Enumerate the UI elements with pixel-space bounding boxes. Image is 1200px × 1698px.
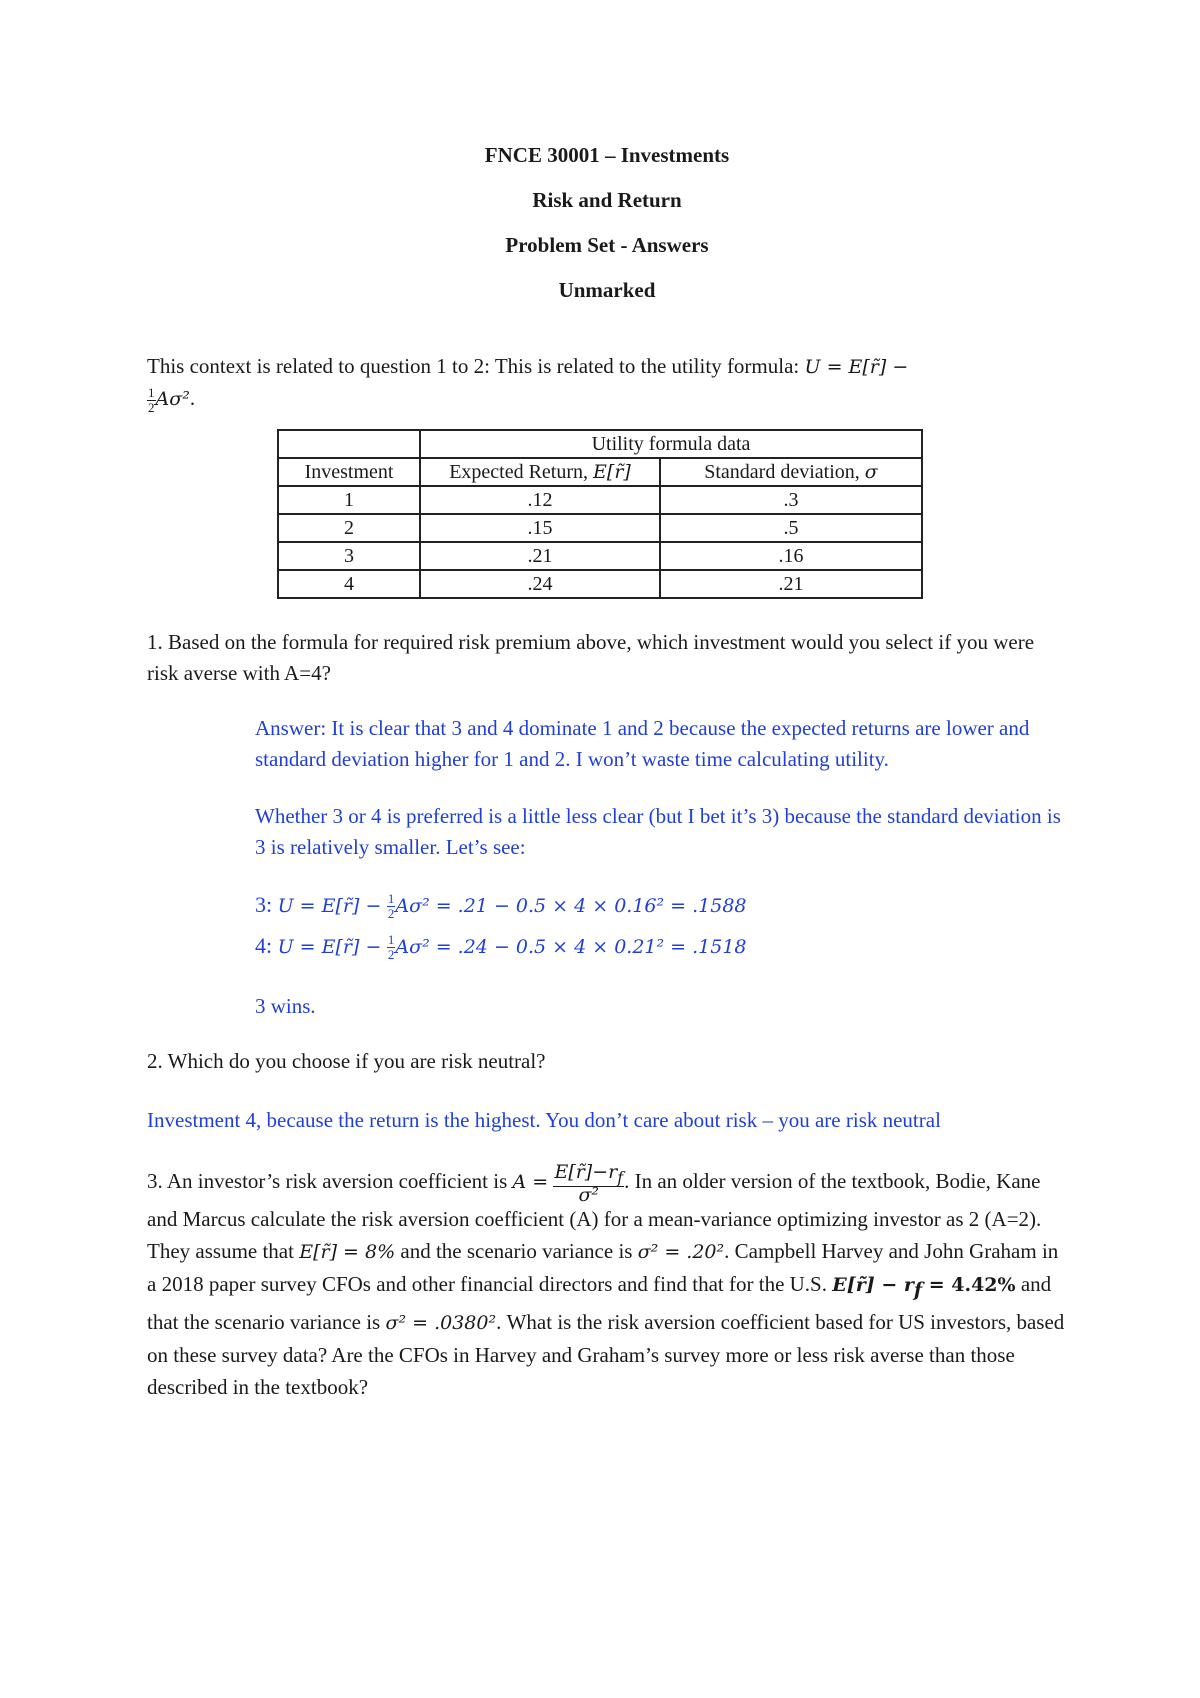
cell-expected-return: .12 [420, 486, 660, 514]
column-header-std-dev: Standard deviation, σ [660, 458, 922, 486]
intro-text: This context is related to question 1 to 2: This is related to the utility formula: [147, 354, 805, 378]
question-3: 3. An investor’s risk aversion coefficient is A = $\frac{E[r̃]-r_f}{\text{σ²}}$ . In an older version of the textbook, Bodie, Kane and Marcus calculate the risk aversion coefficient (A) for a mean-variance optimizing investor as 2 (A=2). They assume that E[r̃] = 8% and the scenario variance is σ² = .20². Campbell Harvey and John Graham in a 2018 paper survey CFOs and other financial directors and find that for the U.S. E[r̃] − $r_f = 4.42\%$ and that the scenario variance is σ² = .0380². What is the risk aversion coefficient based for US investors, based on these survey data? Are the CFOs in Harvey and Graham’s survey more or less risk averse than those described in the textbook? [147, 1161, 1065, 1399]
topic-title: Risk and Return [532, 188, 682, 212]
intro-period: . [189, 386, 196, 410]
answer-1-paragraph-1: Answer: It is clear that 3 and 4 dominate 1 and 2 because the expected returns are lower and standard deviation higher for 1 and 2. I won’t waste time calculating utility. [255, 716, 1030, 771]
cell-expected-return: .21 [420, 542, 660, 570]
cell-std-dev: .3 [660, 486, 922, 514]
cell-std-dev: .16 [660, 542, 922, 570]
problem-set-title: Problem Set - Answers [505, 233, 709, 257]
cell-expected-return: .15 [420, 514, 660, 542]
cell-investment: 3 [278, 542, 420, 570]
table-header-row [278, 458, 922, 486]
risk-aversion-fraction: $\frac{E[r̃]-r_f}{\text{σ²}}$ [554, 1161, 624, 1206]
answer-2: Investment 4, because the return is the highest. You don’t care about risk – you are risk neutral [147, 1108, 941, 1132]
cell-expected-return: .24 [420, 570, 660, 598]
fraction-half: $\frac{1}{2}$ [387, 891, 395, 922]
course-title: FNCE 30001 – Investments [484, 143, 730, 167]
utility-equation-3: 3: U = E[r̃] − $\frac{1}{2}$ Aσ² = .21 − 0.5 × 4 × 0.16² = .1588 [255, 891, 747, 922]
question-1: 1. Based on the formula for required risk premium above, which investment would you select if you were risk averse with A=4? [147, 630, 1035, 685]
utility-formula: U = E[r̃] − [804, 356, 909, 378]
table-row [278, 514, 922, 542]
cell-investment: 4 [278, 570, 420, 598]
answer-1-paragraph-2: Whether 3 or 4 is preferred is a little less clear (but I bet it’s 3) because the standard deviation is 3 is relatively smaller. Let’s see: [255, 804, 1061, 859]
table-group-header: Utility formula data [420, 430, 922, 458]
utility-data-table [277, 429, 923, 599]
question-2: 2. Which do you choose if you are risk neutral? [147, 1049, 546, 1073]
column-header-investment: Investment [278, 458, 420, 486]
fraction-half: $\frac{1}{2}$ [387, 932, 395, 963]
cell-std-dev: .21 [660, 570, 922, 598]
table-row [278, 486, 922, 514]
utility-equation-4: 4: U = E[r̃] − $\frac{1}{2}$ Aσ² = .24 − 0.5 × 4 × 0.21² = .1518 [255, 932, 747, 963]
cell-std-dev: .5 [660, 514, 922, 542]
answer-1-conclusion: 3 wins. [255, 994, 316, 1018]
cell-investment: 1 [278, 486, 420, 514]
intro-paragraph [147, 351, 1067, 415]
table-row [278, 570, 922, 598]
table-group-header-row [278, 430, 922, 458]
document-page [147, 140, 1067, 1403]
table-row [278, 542, 922, 570]
status-label: Unmarked [558, 278, 656, 302]
utility-formula-tail: Aσ² [155, 388, 190, 410]
table-empty-cell [278, 430, 420, 458]
cell-investment: 2 [278, 514, 420, 542]
fraction-half: $\frac{1}{2}$ [148, 384, 155, 415]
column-header-expected-return: Expected Return, E[r̃] [420, 458, 660, 486]
